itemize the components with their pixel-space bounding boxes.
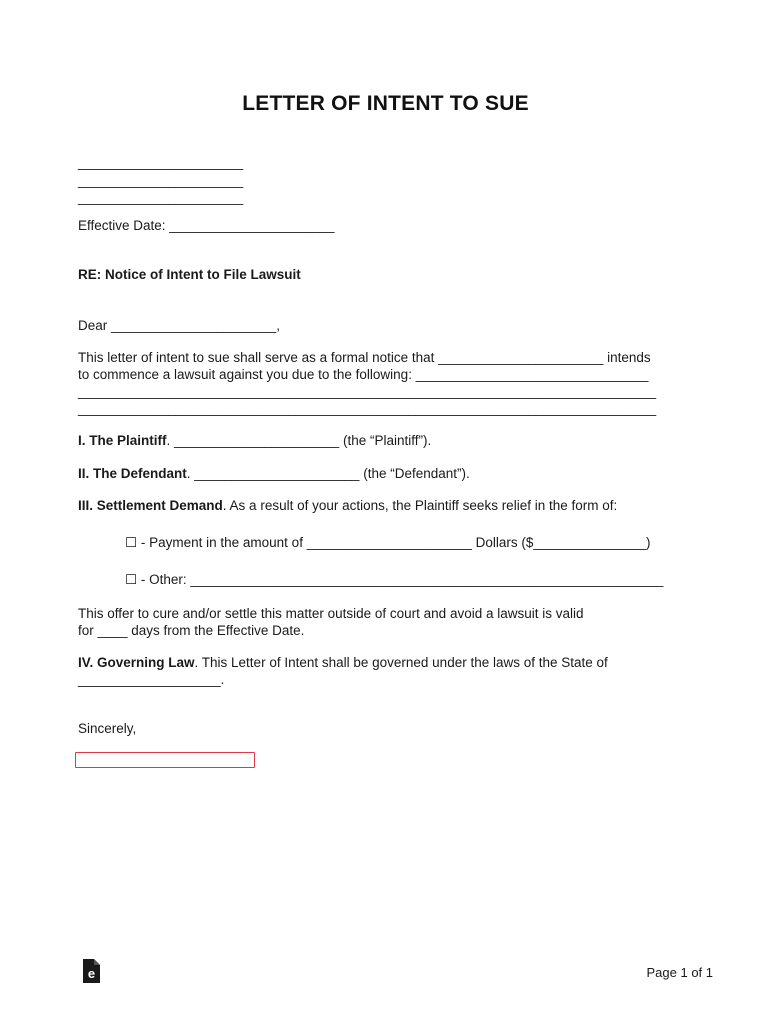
re-line: RE: Notice of Intent to File Lawsuit — [78, 267, 301, 282]
settlement-text: . As a result of your actions, the Plaintiff seeks relief in the form of: — [222, 498, 618, 513]
defendant-text: . ______________________ (the “Defendant”). — [186, 466, 470, 481]
settlement-clause — [78, 498, 617, 514]
offer-line-2: for ____ days from the Effective Date. — [78, 623, 305, 638]
intro-line-1: This letter of intent to sue shall serve as a formal notice that ______________________ intends — [78, 350, 651, 365]
signature-field[interactable] — [75, 752, 255, 768]
svg-text:e: e — [87, 966, 96, 981]
other-option[interactable]: ☐ - Other: _______________________________________________________________ — [125, 572, 664, 587]
governing-law-clause — [78, 655, 608, 671]
law-line-2: ___________________. — [78, 672, 225, 687]
payment-option[interactable]: ☐ - Payment in the amount of ______________________ Dollars ($_______________) — [125, 535, 651, 550]
intro-line-4: _____________________________________________________________________________ — [78, 401, 657, 416]
settlement-heading: III. Settlement Demand — [78, 498, 223, 513]
law-text: . This Letter of Intent shall be governed under the laws of the State of — [194, 655, 608, 670]
document-title: LETTER OF INTENT TO SUE — [242, 92, 529, 115]
address-line-3: ______________________ — [78, 190, 244, 205]
intro-line-3: _____________________________________________________________________________ — [78, 384, 657, 399]
effective-date: Effective Date: ______________________ — [78, 218, 335, 233]
closing: Sincerely, — [78, 721, 137, 736]
defendant-heading: II. The Defendant — [78, 466, 187, 481]
page-number: Page 1 of 1 — [646, 965, 713, 980]
defendant-clause — [78, 466, 470, 482]
address-line-1: ______________________ — [78, 155, 244, 170]
plaintiff-text: . ______________________ (the “Plaintiff”). — [166, 433, 432, 448]
eforms-logo-icon — [80, 958, 102, 984]
address-line-2: ______________________ — [78, 173, 244, 188]
plaintiff-clause — [78, 433, 431, 449]
offer-line-1: This offer to cure and/or settle this matter outside of court and avoid a lawsuit is valid — [78, 606, 584, 621]
law-heading: IV. Governing Law — [78, 655, 195, 670]
salutation: Dear ______________________, — [78, 318, 280, 333]
plaintiff-heading: I. The Plaintiff — [78, 433, 167, 448]
intro-line-2: to commence a lawsuit against you due to the following: _______________________________ — [78, 367, 649, 382]
